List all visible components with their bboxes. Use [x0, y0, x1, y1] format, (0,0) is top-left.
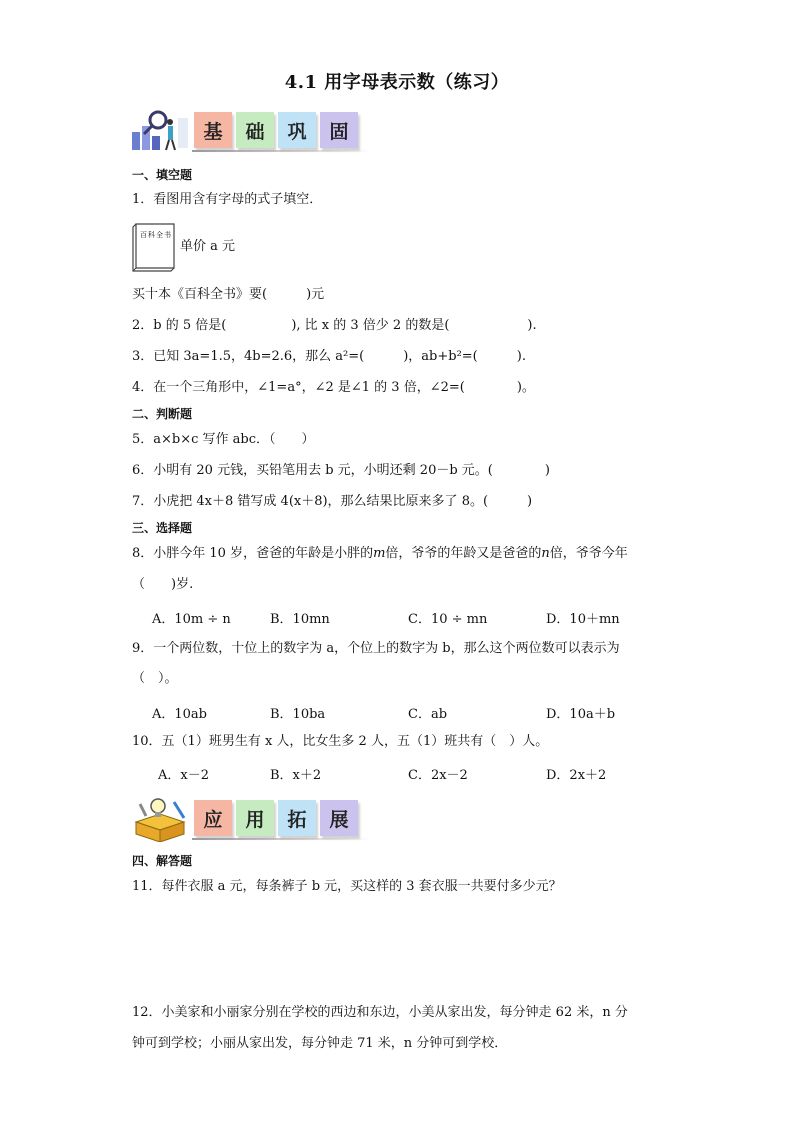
q12-line2: 钟可到学校；小丽从家出发，每分钟走 71 米，n 分钟可到学校． [132, 1036, 508, 1051]
q8-option-a: A．10m ÷ n [152, 612, 231, 627]
q1-ask: 买十本《百科全书》要( )元 [132, 287, 325, 302]
q2: 2．b 的 5 倍是( ), 比 x 的 3 倍少 2 的数是( ). [132, 318, 537, 333]
q10-option-c: C．2x－2 [408, 768, 468, 783]
q10-option-b: B．x＋2 [270, 768, 322, 783]
section-choice: 三、选择题 [132, 521, 193, 535]
book-cover-text: 百科全书 [140, 231, 172, 239]
q4: 4．在一个三角形中，∠1=a°，∠2 是∠1 的 3 倍，∠2=( )。 [132, 380, 535, 395]
q12-line1: 12．小美家和小丽家分别在学校的西边和东边，小美从家出发，每分钟走 62 米，n 分 [132, 1005, 628, 1020]
q6: 6．小明有 20 元钱，买铅笔用去 b 元，小明还剩 20－b 元。( ) [132, 463, 550, 478]
banner2-tile-2: 用 [236, 800, 274, 836]
q8-option-d: D．10＋mn [546, 612, 620, 627]
q8-line2: （ )岁. [132, 577, 194, 592]
section-fill-in: 一、填空题 [132, 168, 193, 182]
banner2-tile-3: 拓 [278, 800, 316, 836]
q9-option-a: A．10ab [152, 707, 208, 722]
q11: 11．每件衣服 a 元，每条裤子 b 元，买这样的 3 套衣服一共要付多少元？ [132, 879, 562, 894]
q1-price: 单价 a 元 [180, 239, 236, 254]
banner2-underline [192, 838, 372, 840]
banner-tile-3: 巩 [278, 112, 316, 148]
q8-option-b: B．10mn [270, 612, 330, 627]
q5: 5．a×b×c 写作 abc．（ ） [132, 432, 315, 447]
q9-option-d: D．10a＋b [546, 707, 616, 722]
banner2-tile-1: 应 [194, 800, 232, 836]
q9-line1: 9．一个两位数，十位上的数字为 a，个位上的数字为 b，那么这个两位数可以表示为 [132, 641, 620, 656]
page-title: 4.1 用字母表示数（练习） [284, 72, 510, 93]
q9-option-b: B．10ba [270, 707, 326, 722]
encyclopedia-book-image [132, 222, 178, 272]
q3: 3．已知 3a=1.5，4b=2.6，那么 a²=( )，ab+b²=( ). [132, 349, 526, 364]
q10-option-d: D．2x＋2 [546, 768, 607, 783]
section-true-false: 二、判断题 [132, 407, 193, 421]
q9-line2: （ ）。 [132, 671, 178, 686]
q10-line1: 10．五（1）班男生有 x 人，比女生多 2 人，五（1）班共有（ ）人。 [132, 734, 549, 749]
section-answer: 四、解答题 [132, 854, 193, 868]
q9-option-c: C．ab [408, 707, 448, 722]
banner-tile-4: 固 [320, 112, 358, 148]
q8-option-c: C．10 ÷ mn [408, 612, 488, 627]
banner-underline [192, 150, 372, 152]
magnifier-person-icon [130, 108, 190, 154]
q10-option-a: A．x－2 [158, 768, 209, 783]
banner-tile-1: 基 [194, 112, 232, 148]
q7: 7．小虎把 4x＋8 错写成 4(x＋8)，那么结果比原来多了 8。( ) [132, 494, 533, 509]
toolbox-lightbulb-icon [130, 796, 190, 842]
banner2-tile-4: 展 [320, 800, 358, 836]
q1-stem: 1．看图用含有字母的式子填空． [132, 192, 323, 207]
banner-tile-2: 础 [236, 112, 274, 148]
q8-line1: 8．小胖今年 10 岁，爸爸的年龄是小胖的m倍，爷爷的年龄又是爸爸的n倍，爷爷今年 [132, 546, 628, 561]
